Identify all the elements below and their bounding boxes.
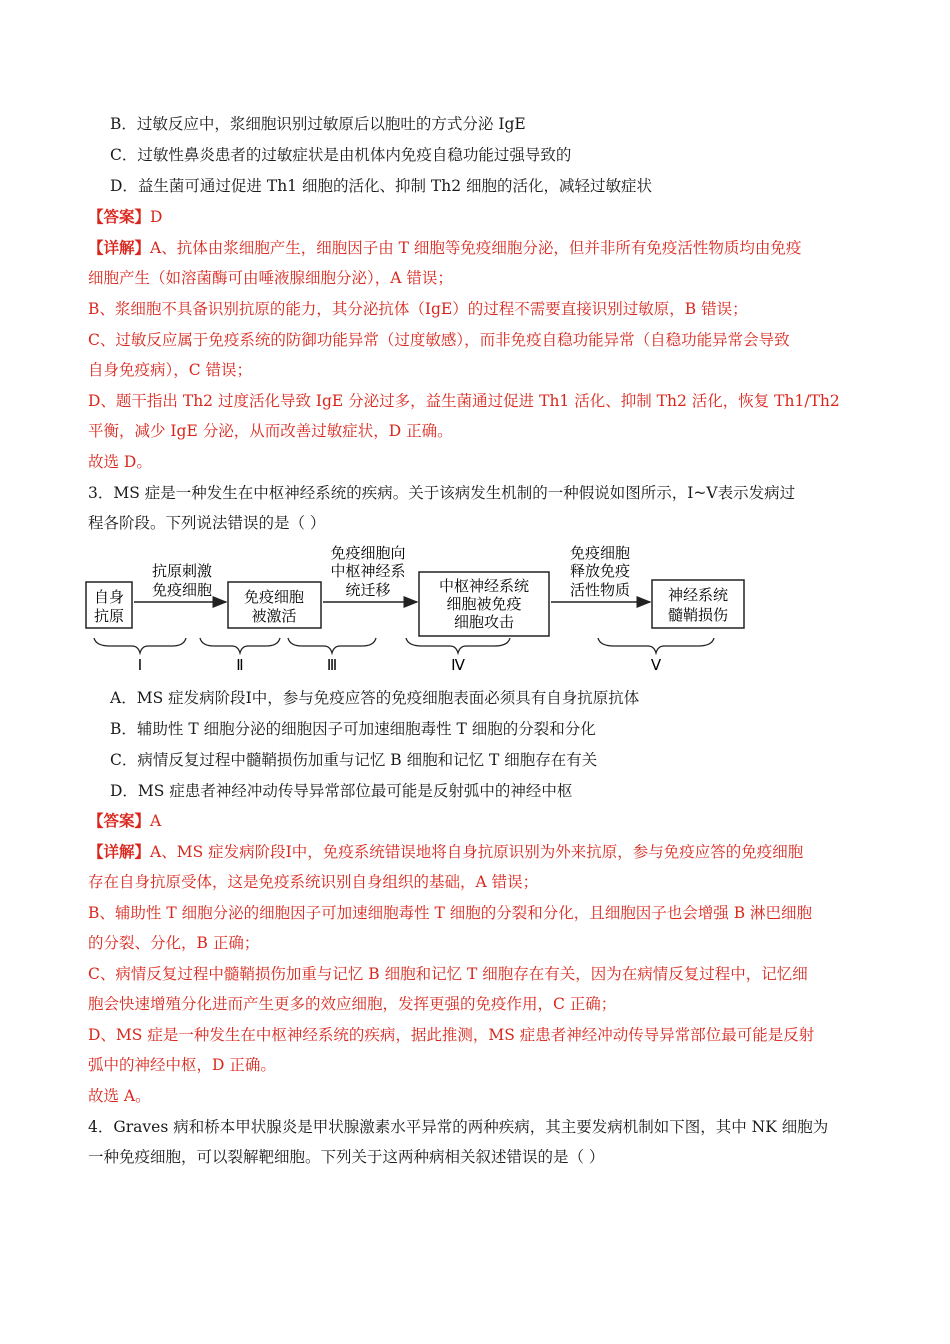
explain-text: A、抗体由浆细胞产生，细胞因子由 T 细胞等免疫细胞分泌，但并非所有免疫活性物质均由免疫 [150,239,802,257]
q2-explain-d-line1: D、题干指出 Th2 过度活化导致 IgE 分泌过多，益生菌通过促进 Th1 活化、抑制 Th2 活化，恢复 Th1/Th2 [88,392,840,410]
q2-option-d: D．益生菌可通过促进 Th1 细胞的活化、抑制 Th2 细胞的活化，减轻过敏症状 [110,177,653,195]
box2-line1: 免疫细胞 [243,588,305,606]
q3-stem-line2: 程各阶段。下列说法错误的是（ ） [88,514,326,532]
arrow3-line1: 免疫细胞 [569,544,631,562]
box1-line1: 自身 [93,588,125,606]
q3-explain-d-line1: D、MS 症是一种发生在中枢神经系统的疾病，据此推测，MS 症患者神经冲动传导异常部位最可能是反射 [88,1026,815,1044]
answer-tag: 【答案】 [88,207,151,226]
arrow2-line3: 统迁移 [345,581,391,599]
q3-option-c: C．病情反复过程中髓鞘损伤加重与记忆 B 细胞和记忆 T 细胞存在有关 [110,751,598,769]
stage-label-1: Ⅰ [137,656,143,674]
q3-explain-c-line2: 胞会快速增殖分化进而产生更多的效应细胞，发挥更强的免疫作用，C 正确； [88,995,617,1013]
ms-mechanism-diagram [80,540,760,675]
answer-tag: 【答案】 [88,811,151,830]
explain-tag: 【详解】 [88,842,151,861]
box2-line2: 被激活 [251,607,297,625]
q2-conclusion: 故选 D。 [88,453,152,471]
stage-label-2: Ⅱ [236,656,244,674]
brace-stage-1 [94,638,186,653]
arrow3-line2: 释放免疫 [569,562,631,580]
q3-answer [88,811,161,831]
q4-stem-line2: 一种免疫细胞，可以裂解靶细胞。下列关于这两种病相关叙述错误的是（ ） [88,1148,605,1166]
arrow3-line3: 活性物质 [569,581,631,599]
q3-option-a: A．MS 症发病阶段Ⅰ中，参与免疫应答的免疫细胞表面必须具有自身抗原抗体 [110,689,640,707]
q3-stem-line1: 3．MS 症是一种发生在中枢神经系统的疾病。关于该病发生机制的一种假说如图所示，Ⅰ~Ⅴ表示发病过 [88,484,796,502]
q3-explain-a-line1 [88,842,803,862]
q2-explain-b: B、浆细胞不具备识别抗原的能力，其分泌抗体（IgE）的过程不需要直接识别过敏原，B 错误； [88,300,748,318]
box4-line2: 髓鞘损伤 [667,606,729,624]
arrow1-line1: 抗原刺激 [151,562,213,580]
q4-stem-line1: 4．Graves 病和桥本甲状腺炎是甲状腺激素水平异常的两种疾病，其主要发病机制如下图，其中 NK 细胞为 [88,1118,829,1136]
q2-option-c: C．过敏性鼻炎患者的过敏症状是由机体内免疫自稳功能过强导致的 [110,146,572,164]
stage-label-3: Ⅲ [326,656,338,674]
brace-stage-2 [200,638,280,653]
answer-value: D [150,208,163,226]
arrow2-line1: 免疫细胞向 [330,544,406,562]
arrow2-line2: 中枢神经系 [330,562,406,580]
q2-answer [88,207,162,227]
q3-option-d: D．MS 症患者神经冲动传导异常部位最可能是反射弧中的神经中枢 [110,782,573,800]
box4-line1: 神经系统 [667,586,729,604]
q3-explain-c-line1: C、病情反复过程中髓鞘损伤加重与记忆 B 细胞和记忆 T 细胞存在有关，因为在病情反复过程中，记忆细 [88,965,808,983]
q3-explain-a-line2: 存在自身抗原受体，这是免疫系统识别自身组织的基础，A 错误； [88,873,539,891]
q2-explain-c-line2: 自身免疫病），C 错误； [88,361,253,379]
q2-explain-c-line1: C、过敏反应属于免疫系统的防御功能异常（过度敏感），而非免疫自稳功能异常（自稳功能异常会导致 [88,331,790,349]
explain-tag: 【详解】 [88,238,151,257]
brace-stage-3 [288,638,376,653]
answer-value: A [150,812,162,830]
arrow1-line2: 免疫细胞 [151,581,213,599]
q3-explain-b-line2: 的分裂、分化，B 正确； [88,934,260,952]
box1-line2: 抗原 [93,607,125,625]
stage-label-4: Ⅳ [451,656,465,674]
box3-line3: 细胞攻击 [453,613,515,631]
box3-line2: 细胞被免疫 [446,595,522,613]
q3-conclusion: 故选 A。 [88,1087,151,1105]
q3-explain-d-line2: 弧中的神经中枢，D 正确。 [88,1056,276,1074]
brace-stage-4 [406,638,510,653]
q2-explain-d-line2: 平衡，减少 IgE 分泌，从而改善过敏症状，D 正确。 [88,422,453,440]
q2-option-b: B．过敏反应中，浆细胞识别过敏原后以胞吐的方式分泌 IgE [110,115,526,133]
q2-explain-a-line2: 细胞产生（如溶菌酶可由唾液腺细胞分泌），A 错误； [88,269,453,287]
q3-explain-b-line1: B、辅助性 T 细胞分泌的细胞因子可加速细胞毒性 T 细胞的分裂和分化，且细胞因子也会增强 B 淋巴细胞 [88,904,813,922]
q3-option-b: B．辅助性 T 细胞分泌的细胞因子可加速细胞毒性 T 细胞的分裂和分化 [110,720,596,738]
q2-explain-a-line1 [88,238,801,258]
explain-text: A、MS 症发病阶段Ⅰ中，免疫系统错误地将自身抗原识别为外来抗原，参与免疫应答的免疫细胞 [150,843,804,861]
box3-line1: 中枢神经系统 [438,577,530,595]
stage-label-5: Ⅴ [650,656,662,674]
brace-stage-5 [598,638,714,653]
